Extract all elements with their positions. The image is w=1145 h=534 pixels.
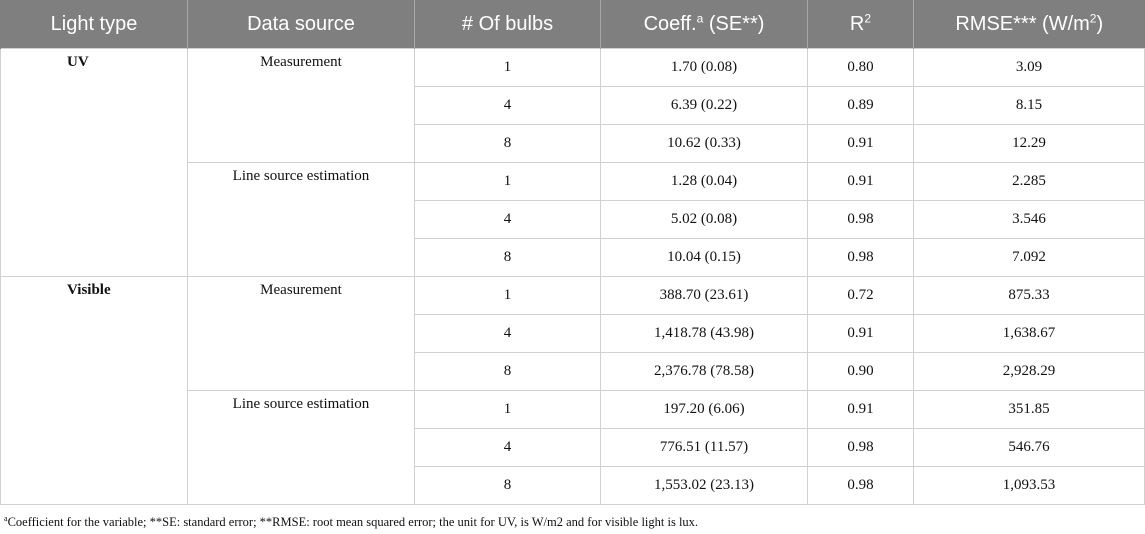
data-source-cell: Line source estimation [188,391,415,505]
table-row [1,49,1145,87]
bulbs-cell: 8 [415,353,601,391]
bulbs-cell: 1 [415,391,601,429]
r2-cell: 0.91 [808,315,914,353]
coeff-cell: 1.28 (0.04) [601,163,808,201]
coeff-cell: 776.51 (11.57) [601,429,808,467]
rmse-cell: 1,093.53 [914,467,1145,505]
coeff-cell: 6.39 (0.22) [601,87,808,125]
r2-cell: 0.98 [808,467,914,505]
bulbs-cell: 1 [415,49,601,87]
coeff-cell: 1,418.78 (43.98) [601,315,808,353]
bulbs-cell: 4 [415,429,601,467]
bulbs-cell: 1 [415,277,601,315]
footnote-mark: a [4,513,8,523]
r2-cell: 0.91 [808,391,914,429]
rmse-cell: 546.76 [914,429,1145,467]
r2-cell: 0.90 [808,353,914,391]
bulbs-cell: 1 [415,163,601,201]
coeff-cell: 197.20 (6.06) [601,391,808,429]
light-type-cell: Visible [1,277,188,505]
light-type-cell: UV [1,49,188,277]
bulbs-cell: 8 [415,239,601,277]
r2-cell: 0.98 [808,201,914,239]
coeff-footnote-mark: a [696,10,704,25]
rmse-cell: 7.092 [914,239,1145,277]
col-header-data-source: Data source [188,0,415,49]
col-header-r2 [808,0,914,49]
r2-label: R [849,12,865,35]
rmse-cell: 8.15 [914,87,1145,125]
rmse-cell: 3.09 [914,49,1145,87]
rmse-cell: 1,638.67 [914,315,1145,353]
bulbs-cell: 4 [415,315,601,353]
r2-cell: 0.98 [808,429,914,467]
r2-cell: 0.72 [808,277,914,315]
data-source-cell: Measurement [188,49,415,163]
col-header-bulbs: # Of bulbs [415,0,601,49]
r2-cell: 0.80 [808,49,914,87]
coeff-cell: 388.70 (23.61) [601,277,808,315]
footnote-text: Coefficient for the variable; **SE: standard error; **RMSE: root mean squared error; the unit for UV, is W/m2 and for visible light is lux. [7,515,699,529]
coeff-label-tail: (SE**) [703,12,765,35]
bulbs-cell: 8 [415,125,601,163]
rmse-cell: 12.29 [914,125,1145,163]
rmse-label-tail: ) [1096,12,1104,35]
bulbs-cell: 8 [415,467,601,505]
r2-cell: 0.91 [808,125,914,163]
coeff-cell: 2,376.78 (78.58) [601,353,808,391]
coeff-cell: 5.02 (0.08) [601,201,808,239]
data-source-cell: Measurement [188,277,415,391]
rmse-cell: 875.33 [914,277,1145,315]
table-footnote [4,515,698,530]
r2-cell: 0.89 [808,87,914,125]
coeff-label: Coeff. [643,12,697,35]
col-header-light-type: Light type [1,0,188,49]
r2-superscript: 2 [864,10,872,25]
coeff-cell: 10.62 (0.33) [601,125,808,163]
coeff-cell: 10.04 (0.15) [601,239,808,277]
data-source-cell: Line source estimation [188,163,415,277]
rmse-cell: 2,928.29 [914,353,1145,391]
bulbs-cell: 4 [415,201,601,239]
r2-cell: 0.91 [808,163,914,201]
rmse-superscript: 2 [1089,10,1097,25]
table-row [1,277,1145,315]
header-row [1,0,1145,49]
col-header-rmse [914,0,1145,49]
col-header-coeff [601,0,808,49]
rmse-cell: 2.285 [914,163,1145,201]
coeff-cell: 1.70 (0.08) [601,49,808,87]
bulbs-cell: 4 [415,87,601,125]
rmse-cell: 351.85 [914,391,1145,429]
rmse-cell: 3.546 [914,201,1145,239]
rmse-label: RMSE*** (W/m [955,12,1090,35]
r2-cell: 0.98 [808,239,914,277]
table-body [1,49,1145,505]
coeff-cell: 1,553.02 (23.13) [601,467,808,505]
